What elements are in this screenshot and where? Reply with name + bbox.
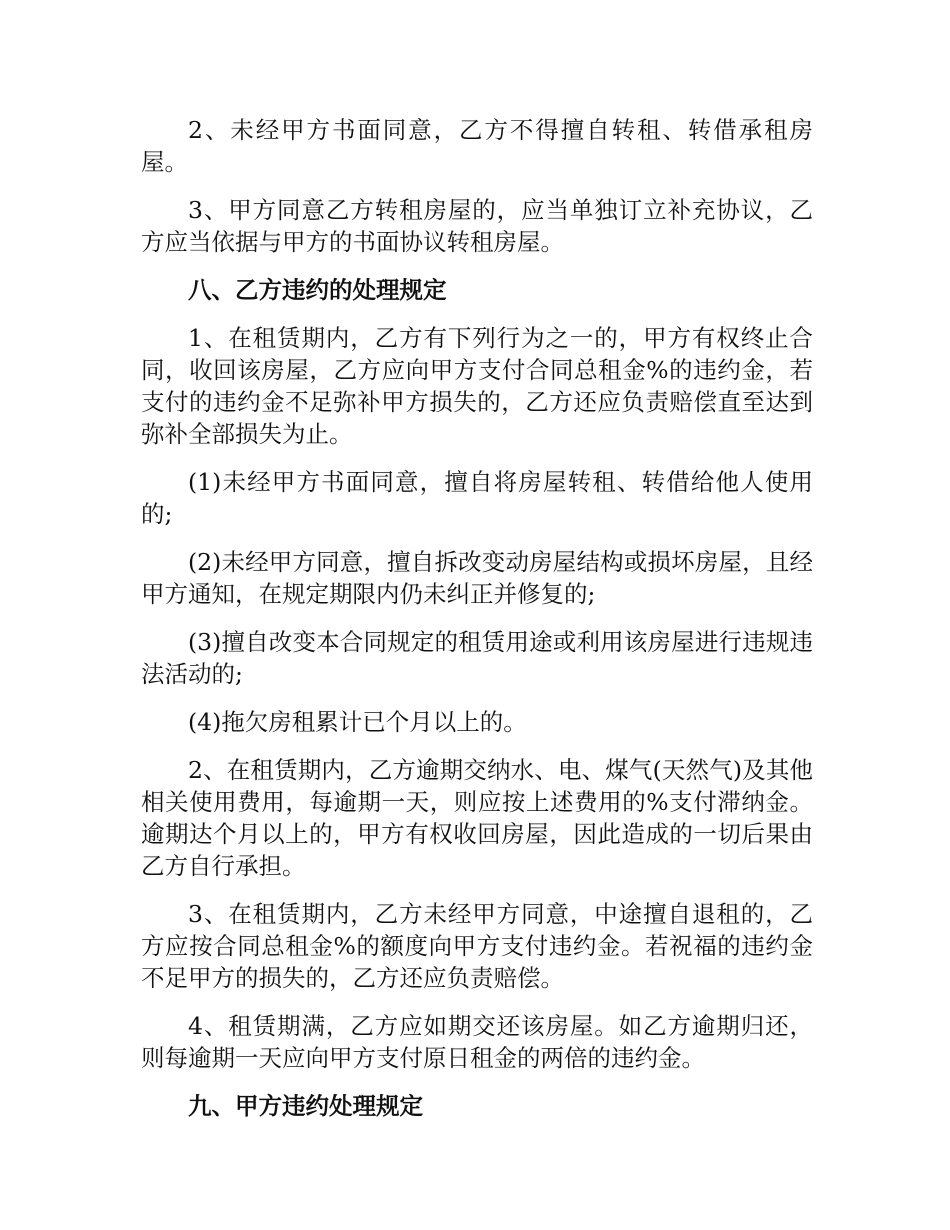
clause-7-3: 3、甲方同意乙方转租房屋的，应当单独订立补充协议，乙方应当依据与甲方的书面协议转租房屋。: [141, 196, 813, 256]
clause-8-1: 1、在租赁期内，乙方有下列行为之一的，甲方有权终止合同，收回该房屋，乙方应向甲方支付合同总租金%的违约金，若支付的违约金不足弥补甲方损失的，乙方还应负责赔偿直至达到弥补全部损失为止。: [141, 324, 813, 448]
clause-8-1-item-4: (4)拖欠房租累计已个月以上的。: [188, 708, 527, 736]
clause-8-1-item-3: (3)擅自改变本合同规定的租赁用途或利用该房屋进行违规违法活动的;: [141, 628, 813, 688]
section-heading-8: 八、乙方违约的处理规定: [188, 276, 447, 304]
clause-8-4: 4、租赁期满，乙方应如期交还该房屋。如乙方逾期归还，则每逾期一天应向甲方支付原日租金的两倍的违约金。: [141, 1012, 813, 1072]
clause-7-2: 2、未经甲方书面同意，乙方不得擅自转租、转借承租房屋。: [141, 116, 813, 176]
clause-8-3: 3、在租赁期内，乙方未经甲方同意，中途擅自退租的，乙方应按合同总租金%的额度向甲方支付违约金。若祝福的违约金不足甲方的损失的，乙方还应负责赔偿。: [141, 900, 813, 992]
clause-8-1-item-1: (1)未经甲方书面同意，擅自将房屋转租、转借给他人使用的;: [141, 468, 813, 528]
clause-8-1-item-2: (2)未经甲方同意，擅自拆改变动房屋结构或损坏房屋，且经甲方通知，在规定期限内仍未纠正并修复的;: [141, 548, 813, 608]
clause-8-2: 2、在租赁期内，乙方逾期交纳水、电、煤气(天然气)及其他相关使用费用，每逾期一天，则应按上述费用的%支付滞纳金。逾期达个月以上的，甲方有权收回房屋，因此造成的一切后果由乙方自行承担。: [141, 756, 813, 880]
section-heading-9: 九、甲方违约处理规定: [188, 1092, 423, 1120]
document-page: [141, 114, 813, 1138]
